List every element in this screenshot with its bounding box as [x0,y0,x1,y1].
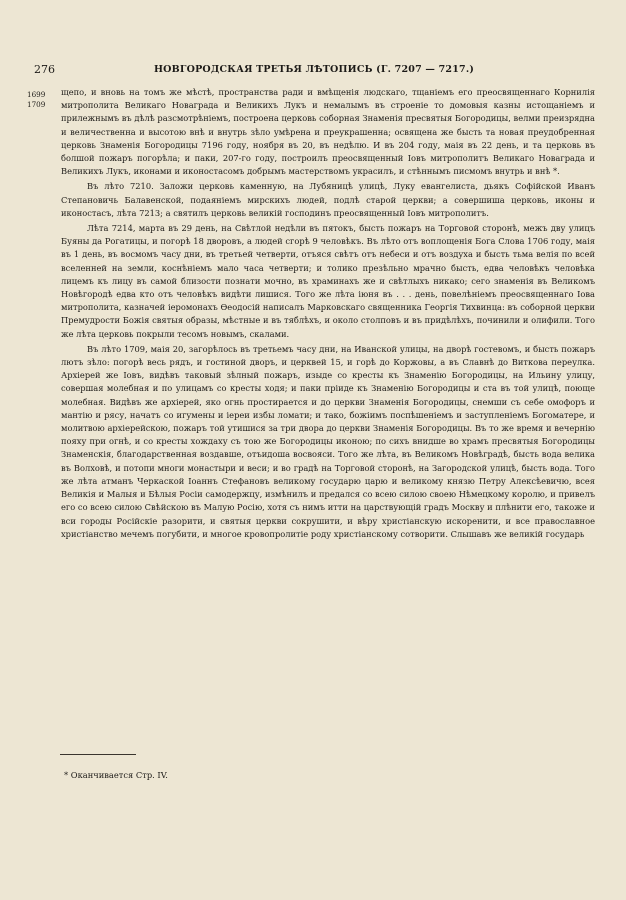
page-number: 276 [34,63,55,76]
chronicle-text [61,86,595,541]
margin-year-end: 1709 [27,100,46,109]
running-title: НОВГОРОДСКАЯ ТРЕТЬЯ ЛѢТОПИСЬ (Г. 7207 — 7217.) [153,64,475,75]
paragraph-1: щепо, и вновь на томъ же мѣстѣ, пространства ради и вмѣщенія людскаго, тщаніемъ его преосвященнаго Корнилія митрополита Великаго Новаграда и Великихъ Лукъ и немалымъ въ строеніе то домовыя казны истощаніемъ и прилежнымъ въ дѣлѣ разсмотрѣніемъ, построена церковь соборная Знаменія пресвятыя Богородицы, велми преизрядна и величественна и высотою внѣ и внутрь зѣло умѣрена и преукрашенна; освящена же бысть та новая преудобренная церковь Знаменія Богородицы 7196 году, ноября въ 20, въ недѣлю. И въ 204 году, маія въ 22 день, и та церковь въ болшой пожаръ погорѣла; и паки, 207-го году, построилъ преосвященный Іовъ митрополитъ Великаго Новаграда и Великихъ Лукъ, иконами и иконостасомъ добрымъ мастерствомъ украсилъ, и стѣннымъ писмомъ внутрь и внѣ *. [61,87,595,177]
footnote-separator [60,754,136,755]
paragraph-3: Лѣта 7214, марта въ 29 день, на Свѣтлой недѣли въ пятокъ, бысть пожаръ на Торговой сторонѣ, межъ дву улицъ Буяны да Рогатицы, и погорѣ 18 дворовъ, а людей сгорѣ 9 человѣкъ. Въ лѣто отъ воплощенія Бога Слова 1706 году, маія въ 1 день, въ восмомъ часу дни, въ третьей четверти, отъяся свѣтъ отъ небеси и отъ воздуха и бысть тьма велія по всей вселенней на земли, коснѣніемъ мало часа четверти; и толико презѣльно мрачно бысть, едва человѣкъ человѣка лицемъ къ лицу въ самой близости познати мочно, въ храминахъ же и свѣтлыхъ никако; сего знаменія въ Великомъ Новѣгородѣ едва кто отъ человѣкъ видѣти лишися. Того же лѣта іюня въ . . . день, повелѣніемъ преосвященнаго Іова митрополита, казначей іеромонахъ Ѳеодосій написалъ Марковскаго священника Георгія Тихвинца: въ соборной церкви Премудрости Божія святыя образы, мѣстные и въ тяблѣхъ, и около столповъ и въ придѣлѣхъ, починили и олифили. Того же лѣта церковь покрыли тесомъ новымъ, скалами. [61,223,595,339]
page-header [34,62,594,78]
footnote: * Оканчивается Стр. IV. [64,770,168,780]
paragraph-4: Въ лѣто 1709, маія 20, загорѣлось въ третьемъ часу дни, на Иванской улицы, на дворѣ гостевомъ, и бысть пожаръ лютъ зѣло: погорѣ весь рядъ, и гостиной дворъ, и церквей 15, и горѣ до Коржовы, а въ Славнѣ до Виткова переулка. Архіерей же Іовъ, видѣвъ таковый зѣлный пожаръ, изыде со кресты къ Знаменію Богородицы, на Ильину улицу, совершая молебная и по улицамъ со кресты ходя; и паки пріиде къ Знаменію Богородицы и ста въ той улицѣ, поюще молебная. Видѣвъ же архіерей, яко огнь простирается и до церкви Знаменія Богородицы, снемши съ себе омофоръ и мантію и рясу, начатъ со игумены и іереи избы ломати; и тако, божіимъ поспѣшеніемъ и заступленіемъ Богоматере, и молитвою архіерейскою, пожаръ той утишися за три двора до церкви Знаменія Богородицы. Въ то же время и вечернію пояху при огнѣ, и со кресты хождаху съ тою же Богородицы иконою; по сихъ внидше во храмъ пресвятыя Богородицы Знаменскія, благодарственная воздавше, отъидоша восвояси. Того же лѣта, въ Великомъ Новѣградѣ, бысть вода велика въ Волховѣ, и потопи многи монастыри и веси; и во градѣ на Торговой сторонѣ, на Загородской улицѣ, бысть вода. Того же лѣта атманъ Черкаской Іоаннъ Стефановъ великому государю царю и великому князю Петру Алексѣевичю, всея Великія и Малыя и Бѣлыя Росіи самодержцу, измѣнилъ и предался со всею силою своею Нѣмецкому королю, и привелъ его со всею силою Свѣйскою въ Малую Росію, хотя съ нимъ итти на царствующій градъ Москву и плѣнити его, такоже и вси городы Російскіе разорити, и святыя церкви сокрушити, и вѣру христіанскую искоренити, и все православное христіанство мечемъ погубити, и многое кровопролитіе роду христіанскому сотворити. Слышавъ же великій государь [61,343,595,539]
paragraph-2: Въ лѣто 7210. Заложи церковь каменную, на Лубяницѣ улицѣ, Луку евангелиста, дьякъ Софійской Иванъ Степановичь Балавенской, подаяніемъ мирскихъ людей, подлѣ старой церкви; а совершиша церковь, иконы и иконостасъ, лѣта 7213; а святилъ церковь великій господинъ преосвященный Іовъ митрополитъ. [61,181,595,218]
margin-year-start: 1699 [27,90,46,99]
margin-years [27,90,57,110]
